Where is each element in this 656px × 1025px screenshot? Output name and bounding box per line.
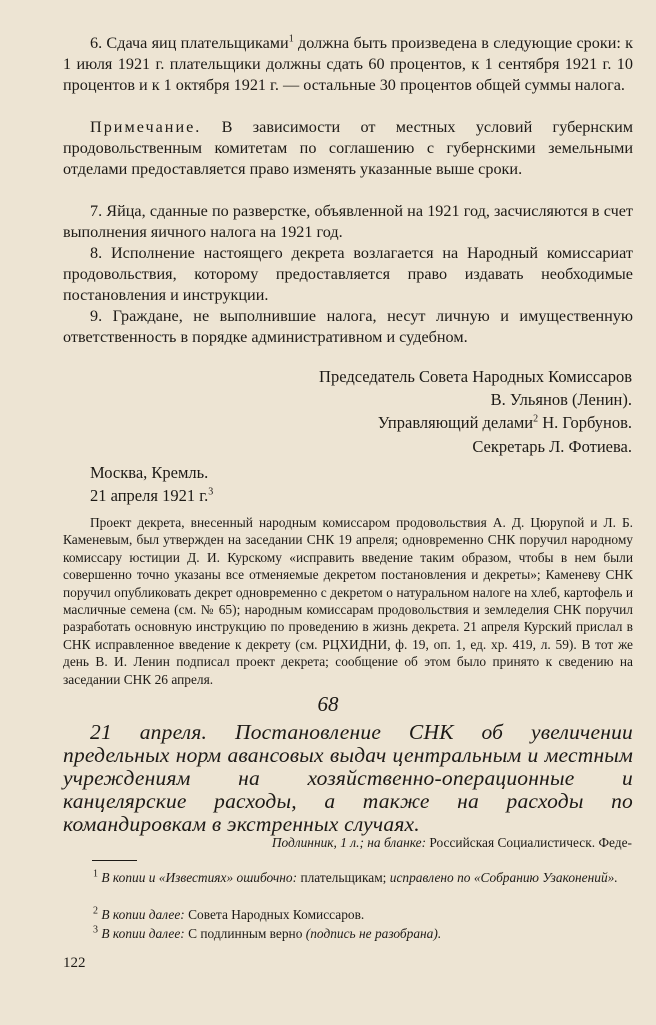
paragraph-6: 6. Сдача яиц плательщиками$^1$ должна быть произведена в следующие сроки: к 1 июля 1921 г. плательщики должны сдать 60 процентов, к 1 сентября 1921 г. 10 процентов и к 1 октября 1921 г. — остальные 30 процентов общей суммы налога. [63,33,633,94]
document-number: 68 [317,692,339,716]
footnote-2: $^2$ В копии далее: Совета Народных Комиссаров. [93,905,365,922]
document-heading: 21 апреля. Постановление СНК об увеличении предельных норм авансовых выдач центральным и местным учреждениям на хозяйственно-операционные и канцелярские расходы, а также на расходы по командировкам в экстренных случаях. [63,720,633,836]
paragraph-8: 8. Исполнение настоящего декрета возлагается на Народный комиссариат продовольствия, которому предоставляется право издавать необходимые постановления и инструкции. [63,244,633,304]
footnote-ref-1: 1 [288,33,294,45]
footnote-1: $^1$ В копии и «Известиях» ошибочно: плательщикам; исправлено по «Собранию Узаконений». [93,868,618,885]
chair-title: Председатель Совета Народных Комиссаров [319,367,632,386]
secretary-signature: Секретарь Л. Фотиева. [472,437,632,456]
footnote-ref-2: 2 [533,413,539,425]
paragraph-9: 9. Граждане, не выполнившие налога, несут личную и имущественную ответственность в порядке административном и судебном. [63,307,633,346]
page-number: 122 [63,955,86,971]
manager-signature: Управляющий делами$^2$ Н. Горбунов. [377,413,632,432]
footnote-rule [92,860,137,861]
place: Москва, Кремль. [90,463,209,482]
date: 21 апреля 1921 г.$^3$ [90,486,214,505]
source-note: Подлинник, 1 л.; на бланке: Российская Социалистическ. Феде- [271,835,632,850]
paragraph-7: 7. Яйца, сданные по разверстке, объявленной на 1921 год, засчисляются в счет выполнения яичного налога на 1921 год. [63,202,633,241]
note-label: Примечание. [90,118,202,136]
chair-name: В. Ульянов (Ленин). [490,390,632,409]
editorial-commentary: Проект декрета, внесенный народным комиссаром продовольствия А. Д. Цюрупой и Л. Б. Каменевым, был утвержден на заседании СНК 19 апреля; одновременно СНК поручил народному комиссару юстиции Д. И. Курскому «исправить введение таким образом, чтобы в нем были совершенно точно указаны все отменяемые декретом постановления и декреты»; Каменеву СНК поручил опубликовать декрет одновременно с декретом о натуральном налоге на хлеб, картофель и масличные семена (см. № 65); народным комиссарам продовольствия и земледелия СНК поручил разработать основную инструкцию по проведению в жизнь декрета. 21 апреля Курский прислал в СНК исправленное введение к декрету (см. РЦХИДНИ, ф. 19, оп. 1, ед. хр. 419, л. 59). В тот же день В. И. Ленин подписал проект декрета; сообщение об этом было принято к сведению на заседании СНК 26 апреля. [63,515,633,687]
note-paragraph: Примечание. В зависимости от местных условий губернским продовольственным комитетам по соглашению с губернскими земельными отделами предоставляется право изменять указанные выше сроки. [63,118,633,178]
footnote-3: $^3$ В копии далее: С подлинным верно (подпись не разобрана). [93,924,442,941]
footnote-ref-3: 3 [208,486,214,498]
